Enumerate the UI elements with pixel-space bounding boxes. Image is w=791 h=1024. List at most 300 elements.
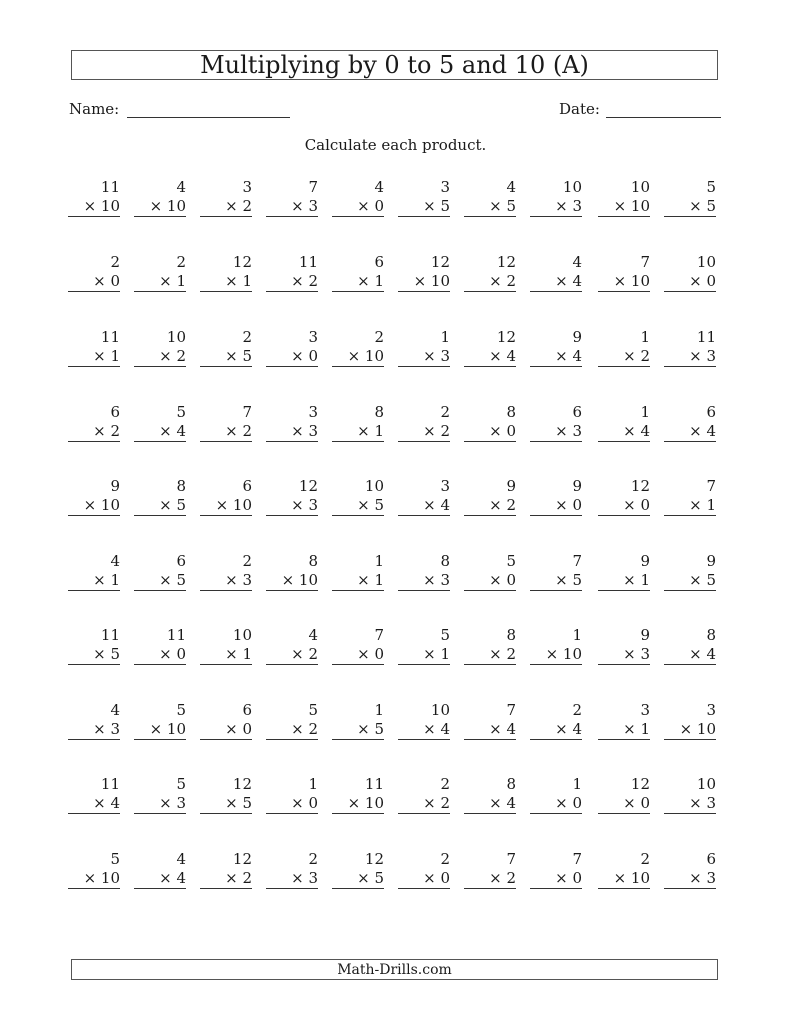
multiplicand: 1 <box>572 775 582 793</box>
multiplier-row <box>398 347 450 367</box>
multiplier-row <box>134 794 186 814</box>
problem-item <box>530 328 582 367</box>
problem-item <box>134 850 186 889</box>
multiplier-row <box>530 272 582 292</box>
multiplicand: 12 <box>232 775 252 793</box>
times-sign-icon: × <box>423 422 441 440</box>
multiplier: 0 <box>374 645 384 663</box>
multiplier: 10 <box>166 197 186 215</box>
multiplier-row <box>134 645 186 665</box>
multiplier-row <box>200 794 252 814</box>
multiplier: 1 <box>374 422 384 440</box>
multiplier: 10 <box>100 869 120 887</box>
multiplier-row <box>134 571 186 591</box>
problem-item <box>200 328 252 367</box>
multiplier-row <box>68 571 120 591</box>
multiplier: 5 <box>242 347 252 365</box>
multiplicand: 3 <box>440 477 450 495</box>
multiplier: 10 <box>298 571 318 589</box>
problem-item <box>598 178 650 217</box>
multiplier-row <box>598 869 650 889</box>
multiplier: 10 <box>630 869 650 887</box>
multiplier-row <box>200 272 252 292</box>
multiplier-row <box>464 794 516 814</box>
problem-item <box>68 328 120 367</box>
times-sign-icon: × <box>623 645 641 663</box>
times-sign-icon: × <box>689 645 707 663</box>
problem-item <box>398 850 450 889</box>
times-sign-icon: × <box>159 869 177 887</box>
times-sign-icon: × <box>83 496 101 514</box>
problem-item <box>332 701 384 740</box>
times-sign-icon: × <box>159 794 177 812</box>
problem-item <box>664 178 716 217</box>
multiplier-row <box>266 347 318 367</box>
multiplier-row <box>530 720 582 740</box>
multiplier-row <box>68 869 120 889</box>
problem-item <box>464 850 516 889</box>
problem-item <box>464 477 516 516</box>
problem-item <box>664 850 716 889</box>
problem-item <box>464 403 516 442</box>
problem-item <box>598 850 650 889</box>
problem-item <box>134 477 186 516</box>
multiplier: 4 <box>640 422 650 440</box>
problem-item <box>530 701 582 740</box>
multiplicand: 6 <box>242 477 252 495</box>
multiplier-row <box>598 347 650 367</box>
problem-item <box>530 178 582 217</box>
multiplier-row <box>398 571 450 591</box>
problem-item <box>68 403 120 442</box>
times-sign-icon: × <box>159 571 177 589</box>
problem-item <box>266 178 318 217</box>
multiplier: 4 <box>506 347 516 365</box>
multiplicand: 4 <box>572 253 582 271</box>
times-sign-icon: × <box>291 197 309 215</box>
times-sign-icon: × <box>555 794 573 812</box>
multiplier-row <box>266 869 318 889</box>
multiplier: 4 <box>110 794 120 812</box>
multiplicand: 6 <box>110 403 120 421</box>
times-sign-icon: × <box>149 197 167 215</box>
multiplier-row <box>530 197 582 217</box>
multiplier-row <box>332 272 384 292</box>
multiplier-row <box>200 197 252 217</box>
times-sign-icon: × <box>423 794 441 812</box>
footer-brand: Math-Drills.com <box>71 959 718 980</box>
multiplicand: 2 <box>572 701 582 719</box>
multiplicand: 12 <box>496 328 516 346</box>
times-sign-icon: × <box>489 645 507 663</box>
problem-item <box>598 253 650 292</box>
multiplier-row <box>398 720 450 740</box>
multiplicand: 1 <box>640 328 650 346</box>
multiplier: 1 <box>242 272 252 290</box>
problem-item <box>68 477 120 516</box>
multiplier: 3 <box>706 347 716 365</box>
multiplier-row <box>598 197 650 217</box>
multiplier: 2 <box>506 869 516 887</box>
multiplier: 3 <box>440 347 450 365</box>
multiplier-row <box>266 272 318 292</box>
times-sign-icon: × <box>93 645 111 663</box>
multiplier-row <box>68 720 120 740</box>
multiplicand: 4 <box>506 178 516 196</box>
multiplicand: 9 <box>640 552 650 570</box>
problem-item <box>68 552 120 591</box>
multiplicand: 4 <box>110 552 120 570</box>
multiplicand: 8 <box>506 626 516 644</box>
multiplier-row <box>664 794 716 814</box>
multiplier-row <box>332 869 384 889</box>
multiplier: 3 <box>440 571 450 589</box>
multiplier: 2 <box>640 347 650 365</box>
times-sign-icon: × <box>679 720 697 738</box>
times-sign-icon: × <box>555 869 573 887</box>
multiplier-row <box>68 645 120 665</box>
multiplicand: 4 <box>176 178 186 196</box>
multiplicand: 5 <box>506 552 516 570</box>
multiplier-row <box>398 645 450 665</box>
times-sign-icon: × <box>613 272 631 290</box>
problem-item <box>68 253 120 292</box>
times-sign-icon: × <box>613 197 631 215</box>
times-sign-icon: × <box>489 272 507 290</box>
multiplier: 10 <box>364 347 384 365</box>
multiplicand: 4 <box>374 178 384 196</box>
times-sign-icon: × <box>623 422 641 440</box>
times-sign-icon: × <box>291 422 309 440</box>
multiplier-row <box>266 197 318 217</box>
times-sign-icon: × <box>689 869 707 887</box>
times-sign-icon: × <box>347 794 365 812</box>
multiplier: 4 <box>572 272 582 290</box>
multiplicand: 5 <box>110 850 120 868</box>
multiplier-row <box>664 347 716 367</box>
multiplicand: 7 <box>706 477 716 495</box>
problem-item <box>134 403 186 442</box>
multiplicand: 8 <box>706 626 716 644</box>
multiplicand: 3 <box>308 403 318 421</box>
multiplier-row <box>398 422 450 442</box>
multiplier-row <box>68 422 120 442</box>
times-sign-icon: × <box>555 272 573 290</box>
multiplicand: 9 <box>572 477 582 495</box>
problem-item <box>68 626 120 665</box>
problem-item <box>332 626 384 665</box>
multiplicand: 9 <box>640 626 650 644</box>
multiplicand: 6 <box>706 403 716 421</box>
multiplier: 1 <box>110 347 120 365</box>
multiplicand: 11 <box>100 626 120 644</box>
multiplier-row <box>530 496 582 516</box>
problem-item <box>530 626 582 665</box>
multiplier: 2 <box>308 645 318 663</box>
multiplier: 0 <box>640 496 650 514</box>
problem-item <box>598 477 650 516</box>
times-sign-icon: × <box>159 496 177 514</box>
problem-item <box>266 328 318 367</box>
times-sign-icon: × <box>489 422 507 440</box>
multiplier: 5 <box>110 645 120 663</box>
multiplicand: 2 <box>308 850 318 868</box>
times-sign-icon: × <box>357 272 375 290</box>
times-sign-icon: × <box>347 347 365 365</box>
multiplier: 5 <box>242 794 252 812</box>
multiplier: 10 <box>232 496 252 514</box>
times-sign-icon: × <box>689 794 707 812</box>
multiplier-row <box>398 197 450 217</box>
problem-item <box>398 701 450 740</box>
multiplicand: 6 <box>242 701 252 719</box>
times-sign-icon: × <box>291 645 309 663</box>
multiplicand: 10 <box>430 701 450 719</box>
multiplier: 4 <box>706 645 716 663</box>
multiplier-row <box>68 496 120 516</box>
multiplier: 4 <box>506 794 516 812</box>
multiplicand: 5 <box>176 775 186 793</box>
multiplier: 2 <box>506 645 516 663</box>
times-sign-icon: × <box>291 869 309 887</box>
times-sign-icon: × <box>555 422 573 440</box>
problem-item <box>266 626 318 665</box>
multiplier-row <box>530 571 582 591</box>
multiplier-row <box>598 496 650 516</box>
multiplier-row <box>332 347 384 367</box>
multiplicand: 7 <box>374 626 384 644</box>
multiplicand: 1 <box>640 403 650 421</box>
multiplier-row <box>200 869 252 889</box>
problem-item <box>266 552 318 591</box>
multiplicand: 7 <box>242 403 252 421</box>
multiplier: 3 <box>176 794 186 812</box>
times-sign-icon: × <box>555 571 573 589</box>
multiplicand: 7 <box>640 253 650 271</box>
multiplicand: 2 <box>440 775 450 793</box>
multiplicand: 6 <box>374 253 384 271</box>
multiplier: 3 <box>110 720 120 738</box>
problem-item <box>530 775 582 814</box>
multiplier: 3 <box>242 571 252 589</box>
times-sign-icon: × <box>149 720 167 738</box>
multiplicand: 12 <box>232 253 252 271</box>
problem-item <box>266 775 318 814</box>
multiplier-row <box>464 272 516 292</box>
multiplier: 5 <box>374 869 384 887</box>
times-sign-icon: × <box>215 496 233 514</box>
multiplier: 3 <box>706 869 716 887</box>
multiplier-row <box>530 869 582 889</box>
multiplier-row <box>68 347 120 367</box>
multiplier: 10 <box>430 272 450 290</box>
multiplier: 5 <box>176 571 186 589</box>
times-sign-icon: × <box>623 720 641 738</box>
multiplier: 3 <box>572 197 582 215</box>
multiplier-row <box>530 645 582 665</box>
multiplier: 10 <box>364 794 384 812</box>
times-sign-icon: × <box>423 720 441 738</box>
name-label: Name: <box>69 100 120 118</box>
multiplier-row <box>464 571 516 591</box>
multiplier: 2 <box>110 422 120 440</box>
multiplier: 10 <box>630 197 650 215</box>
multiplicand: 1 <box>374 701 384 719</box>
multiplier-row <box>664 197 716 217</box>
times-sign-icon: × <box>623 794 641 812</box>
multiplicand: 2 <box>110 253 120 271</box>
multiplicand: 3 <box>308 328 318 346</box>
problem-item <box>398 775 450 814</box>
multiplicand: 11 <box>100 775 120 793</box>
multiplier: 5 <box>572 571 582 589</box>
date-label: Date: <box>559 100 600 118</box>
multiplier-row <box>68 197 120 217</box>
multiplier: 2 <box>440 422 450 440</box>
multiplicand: 8 <box>506 403 516 421</box>
problem-item <box>598 328 650 367</box>
multiplier-row <box>134 496 186 516</box>
multiplier: 1 <box>242 645 252 663</box>
problem-item <box>530 552 582 591</box>
multiplier-row <box>134 422 186 442</box>
multiplier: 4 <box>572 720 582 738</box>
problem-item <box>664 701 716 740</box>
multiplicand: 11 <box>100 178 120 196</box>
problem-item <box>398 403 450 442</box>
multiplier: 0 <box>110 272 120 290</box>
multiplier-row <box>598 794 650 814</box>
problem-item <box>266 477 318 516</box>
problem-item <box>332 850 384 889</box>
multiplicand: 2 <box>242 552 252 570</box>
times-sign-icon: × <box>489 197 507 215</box>
times-sign-icon: × <box>555 496 573 514</box>
times-sign-icon: × <box>489 794 507 812</box>
multiplicand: 7 <box>572 552 582 570</box>
multiplicand: 11 <box>166 626 186 644</box>
multiplicand: 11 <box>100 328 120 346</box>
multiplicand: 2 <box>440 850 450 868</box>
problem-item <box>464 253 516 292</box>
multiplier: 0 <box>572 496 582 514</box>
problem-item <box>332 328 384 367</box>
multiplier-row <box>134 272 186 292</box>
multiplier: 4 <box>706 422 716 440</box>
times-sign-icon: × <box>291 720 309 738</box>
multiplicand: 1 <box>440 328 450 346</box>
multiplier-row <box>68 794 120 814</box>
multiplier-row <box>134 869 186 889</box>
times-sign-icon: × <box>555 720 573 738</box>
problem-item <box>332 775 384 814</box>
multiplicand: 12 <box>232 850 252 868</box>
problem-item <box>134 626 186 665</box>
times-sign-icon: × <box>357 720 375 738</box>
multiplicand: 10 <box>696 775 716 793</box>
multiplier: 1 <box>640 571 650 589</box>
problem-item <box>68 701 120 740</box>
problem-item <box>200 552 252 591</box>
problem-item <box>200 850 252 889</box>
multiplier: 2 <box>242 869 252 887</box>
problem-item <box>664 477 716 516</box>
multiplicand: 2 <box>242 328 252 346</box>
multiplier: 4 <box>572 347 582 365</box>
multiplier-row <box>332 422 384 442</box>
multiplier: 1 <box>110 571 120 589</box>
problem-item <box>266 850 318 889</box>
multiplier-row <box>398 869 450 889</box>
multiplier: 3 <box>706 794 716 812</box>
multiplier-row <box>332 794 384 814</box>
times-sign-icon: × <box>93 571 111 589</box>
multiplier-row <box>200 422 252 442</box>
problem-item <box>598 403 650 442</box>
multiplier: 0 <box>308 794 318 812</box>
times-sign-icon: × <box>689 422 707 440</box>
times-sign-icon: × <box>689 197 707 215</box>
multiplicand: 5 <box>176 701 186 719</box>
multiplier-row <box>464 869 516 889</box>
multiplier: 5 <box>706 571 716 589</box>
times-sign-icon: × <box>423 496 441 514</box>
multiplier: 2 <box>242 197 252 215</box>
times-sign-icon: × <box>623 571 641 589</box>
multiplier: 3 <box>308 422 318 440</box>
multiplier-row <box>266 422 318 442</box>
multiplier: 4 <box>440 720 450 738</box>
times-sign-icon: × <box>291 794 309 812</box>
multiplier: 2 <box>308 720 318 738</box>
multiplicand: 4 <box>110 701 120 719</box>
problem-item <box>598 775 650 814</box>
problem-item <box>200 701 252 740</box>
multiplier: 2 <box>506 272 516 290</box>
times-sign-icon: × <box>159 272 177 290</box>
multiplicand: 2 <box>176 253 186 271</box>
multiplier: 0 <box>572 869 582 887</box>
times-sign-icon: × <box>83 197 101 215</box>
times-sign-icon: × <box>291 496 309 514</box>
multiplier-row <box>332 496 384 516</box>
multiplier-row <box>266 720 318 740</box>
problem-item <box>530 850 582 889</box>
problem-item <box>200 253 252 292</box>
times-sign-icon: × <box>225 794 243 812</box>
multiplier: 0 <box>308 347 318 365</box>
multiplicand: 11 <box>298 253 318 271</box>
times-sign-icon: × <box>225 645 243 663</box>
times-sign-icon: × <box>93 272 111 290</box>
multiplicand: 3 <box>640 701 650 719</box>
multiplier-row <box>530 794 582 814</box>
multiplier-row <box>464 347 516 367</box>
multiplier-row <box>664 645 716 665</box>
multiplier: 10 <box>100 496 120 514</box>
times-sign-icon: × <box>225 347 243 365</box>
problem-item <box>464 328 516 367</box>
problem-item <box>266 403 318 442</box>
multiplier-row <box>68 272 120 292</box>
times-sign-icon: × <box>489 496 507 514</box>
multiplier-row <box>266 571 318 591</box>
multiplicand: 9 <box>572 328 582 346</box>
multiplier: 0 <box>572 794 582 812</box>
problem-item <box>398 477 450 516</box>
multiplier: 2 <box>242 422 252 440</box>
problem-item <box>134 552 186 591</box>
